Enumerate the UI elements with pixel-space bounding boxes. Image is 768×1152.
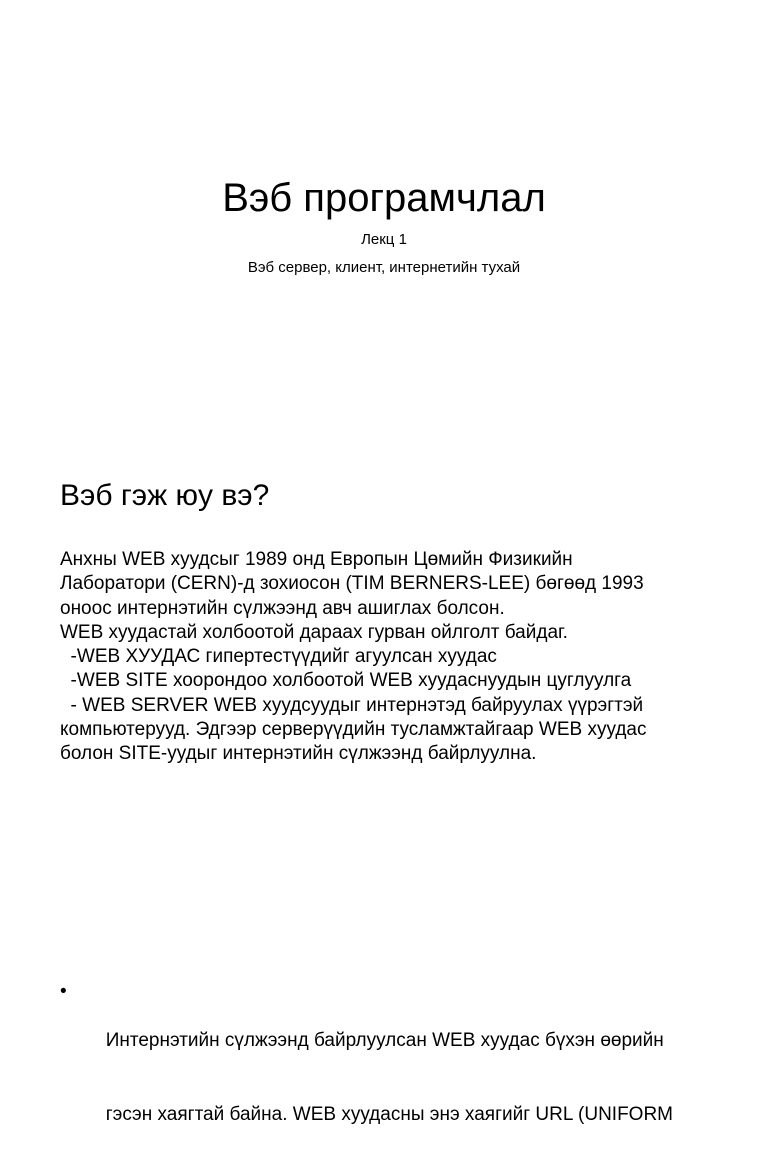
- bullet-list: [60, 980, 740, 1152]
- lecture-number: Лекц 1: [361, 231, 407, 248]
- title-slide: [0, 0, 768, 432]
- body-line: болон SITE-уудыг интернэтийн сүлжээнд байрлуулна.: [60, 743, 537, 765]
- body-text: [60, 548, 740, 767]
- bullet-item: [60, 980, 740, 1078]
- body-line: оноос интернэтийн сүлжээнд авч ашиглах болсон.: [60, 597, 505, 619]
- url-slide: [0, 864, 768, 1125]
- bullet-line: гэсэн хаягтай байна. WEB хуудасны энэ хаягийг URL (UNIFORM: [105, 1103, 673, 1125]
- body-line: WEB хуудастай холбоотой дараах гурван ойлголт байдаг.: [60, 621, 568, 643]
- body-line: -WEB SITE хоорондоо холбоотой WEB хуудаснуудын цуглуулга: [60, 670, 632, 692]
- section-heading: Вэб гэж юу вэ?: [60, 479, 270, 512]
- body-line: -WEB ХУУДАС гипертестүүдийг агуулсан хуудас: [60, 646, 497, 668]
- body-line: Лаборатори (CERN)-д зохиосон (TIM BERNERS-LEE) бөгөөд 1993: [60, 573, 644, 595]
- bullet-continuation: [60, 1078, 740, 1152]
- slide-title: Вэб програмчлал: [222, 176, 546, 220]
- bullet-line: Интернэтийн сүлжээнд байрлуулсан WEB хуудас бүхэн өөрийн: [105, 1030, 664, 1051]
- body-line: Анхны WEB хуудсыг 1989 онд Европын Цөмийн Физикийн: [60, 549, 573, 570]
- lecture-topic: Вэб сервер, клиент, интернетийн тухай: [247, 259, 521, 276]
- what-is-web-slide: [0, 432, 768, 864]
- body-line: - WEB SERVER WEB хуудсуудыг интернэтэд байруулах үүрэгтэй: [60, 694, 644, 716]
- bullet-icon: •: [60, 981, 67, 1002]
- body-line: компьютерууд. Эдгээр серверүүдийн тусламжтайгаар WEB хуудас: [60, 719, 647, 741]
